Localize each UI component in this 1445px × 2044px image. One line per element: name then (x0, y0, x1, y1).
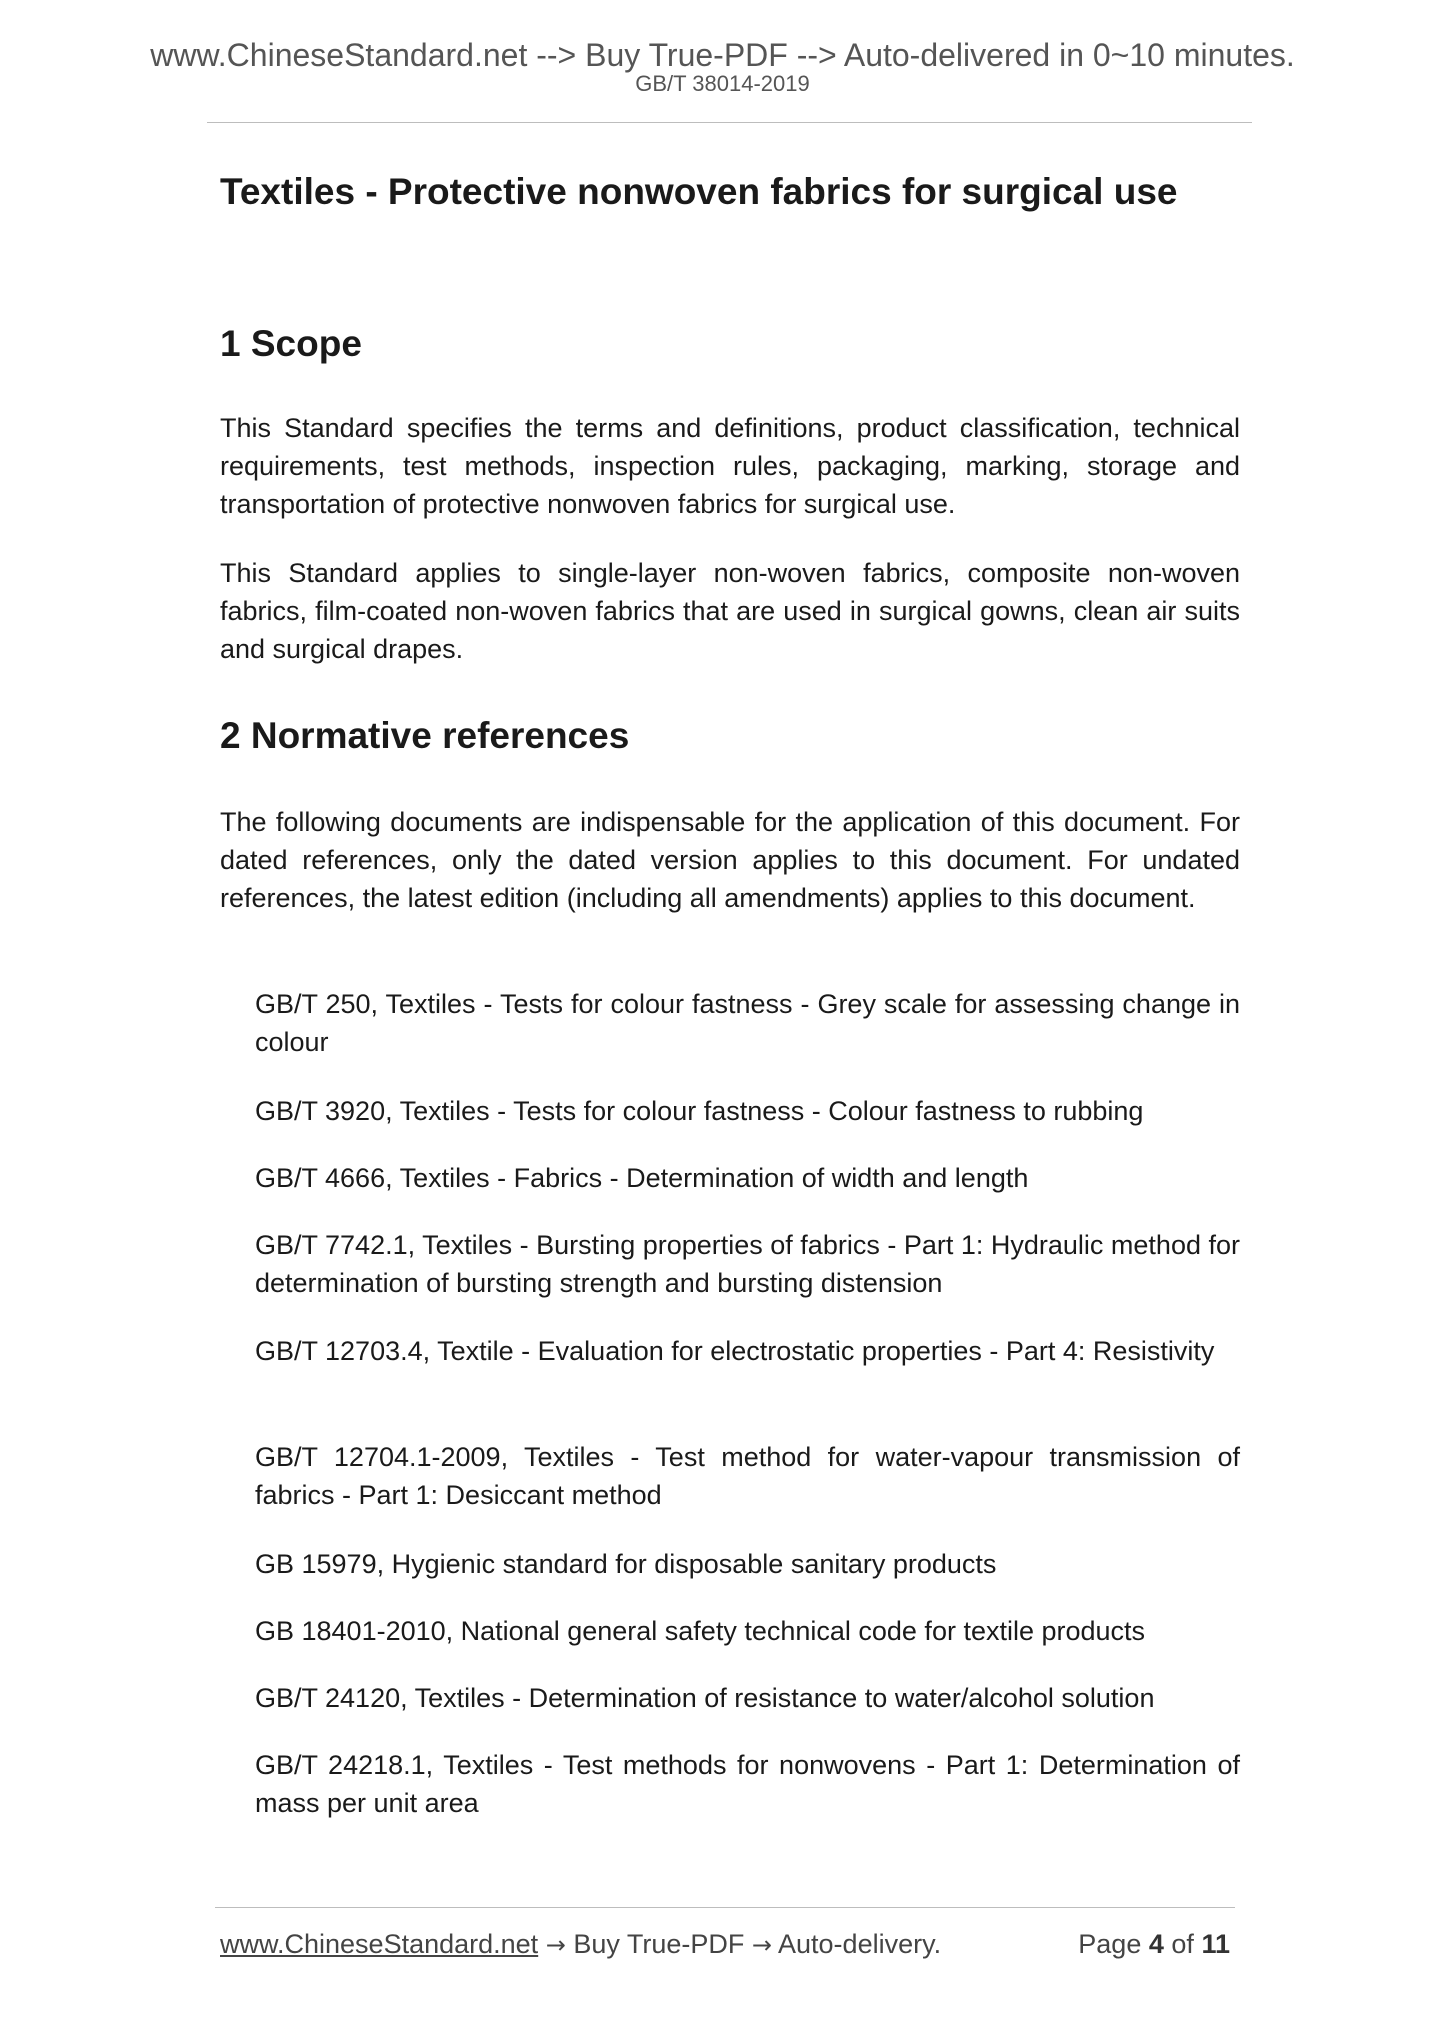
scope-paragraph-1: This Standard specifies the terms and definitions, product classification, technical requirements, test methods, inspection rules, packaging, marking, storage and transportation of protective nonwoven fabrics for surgical use. (220, 413, 1240, 519)
footer-divider (215, 1907, 1235, 1908)
scope-paragraph-2: This Standard applies to single-layer non-woven fabrics, composite non-woven fabrics, film-coated non-woven fabrics that are used in surgical gowns, clean air suits and surgical drapes. (220, 558, 1240, 664)
total-pages-number: 11 (1201, 1929, 1230, 1959)
arrow-right-icon: → (751, 1931, 772, 1959)
reference-item: GB/T 24218.1, Textiles - Test methods for nonwovens - Part 1: Determination of mass per unit area (255, 1750, 1240, 1818)
reference-item: GB 15979, Hygienic standard for disposable sanitary products (255, 1549, 997, 1579)
reference-item: GB/T 7742.1, Textiles - Bursting properties of fabrics - Part 1: Hydraulic method for determination of bursting strength and bursting distension (255, 1230, 1240, 1298)
reference-item: GB/T 24120, Textiles - Determination of resistance to water/alcohol solution (255, 1683, 1155, 1713)
normative-intro-paragraph: The following documents are indispensable for the application of this document. For dated references, only the dated version applies to this document. For undated references, the latest edition (including all amendments) applies to this document. (220, 807, 1240, 913)
top-banner[interactable]: www.ChineseStandard.net --> Buy True-PDF --> Auto-delivered in 0~10 minutes. (150, 37, 1295, 73)
reference-item: GB/T 3920, Textiles - Tests for colour fastness - Colour fastness to rubbing (255, 1096, 1144, 1126)
document-title: Textiles - Protective nonwoven fabrics for surgical use (220, 171, 1178, 212)
header-divider (207, 122, 1252, 123)
of-label: of (1171, 1929, 1194, 1959)
reference-item: GB/T 12703.4, Textile - Evaluation for electrostatic properties - Part 4: Resistivity (255, 1336, 1215, 1366)
footer-buy-text: Buy True-PDF (573, 1929, 745, 1959)
document-number: GB/T 38014-2019 (635, 71, 810, 96)
footer-promo (220, 1927, 941, 1962)
reference-item: GB 18401-2010, National general safety technical code for textile products (255, 1616, 1146, 1646)
footer-website-link[interactable]: www.ChineseStandard.net (220, 1929, 539, 1959)
footer-delivery-text: Auto-delivery. (778, 1929, 942, 1959)
page-indicator (1078, 1927, 1230, 1961)
section-heading-scope: 1 Scope (220, 323, 362, 364)
section-heading-normative-references: 2 Normative references (220, 715, 630, 756)
page-label: Page (1078, 1929, 1142, 1959)
arrow-right-icon: → (545, 1931, 566, 1959)
reference-item: GB/T 12704.1-2009, Textiles - Test method for water-vapour transmission of fabrics - Part 1: Desiccant method (255, 1442, 1240, 1510)
reference-item: GB/T 4666, Textiles - Fabrics - Determination of width and length (255, 1163, 1029, 1193)
reference-item: GB/T 250, Textiles - Tests for colour fastness - Grey scale for assessing change in colour (255, 989, 1240, 1057)
current-page-number: 4 (1148, 1929, 1164, 1959)
